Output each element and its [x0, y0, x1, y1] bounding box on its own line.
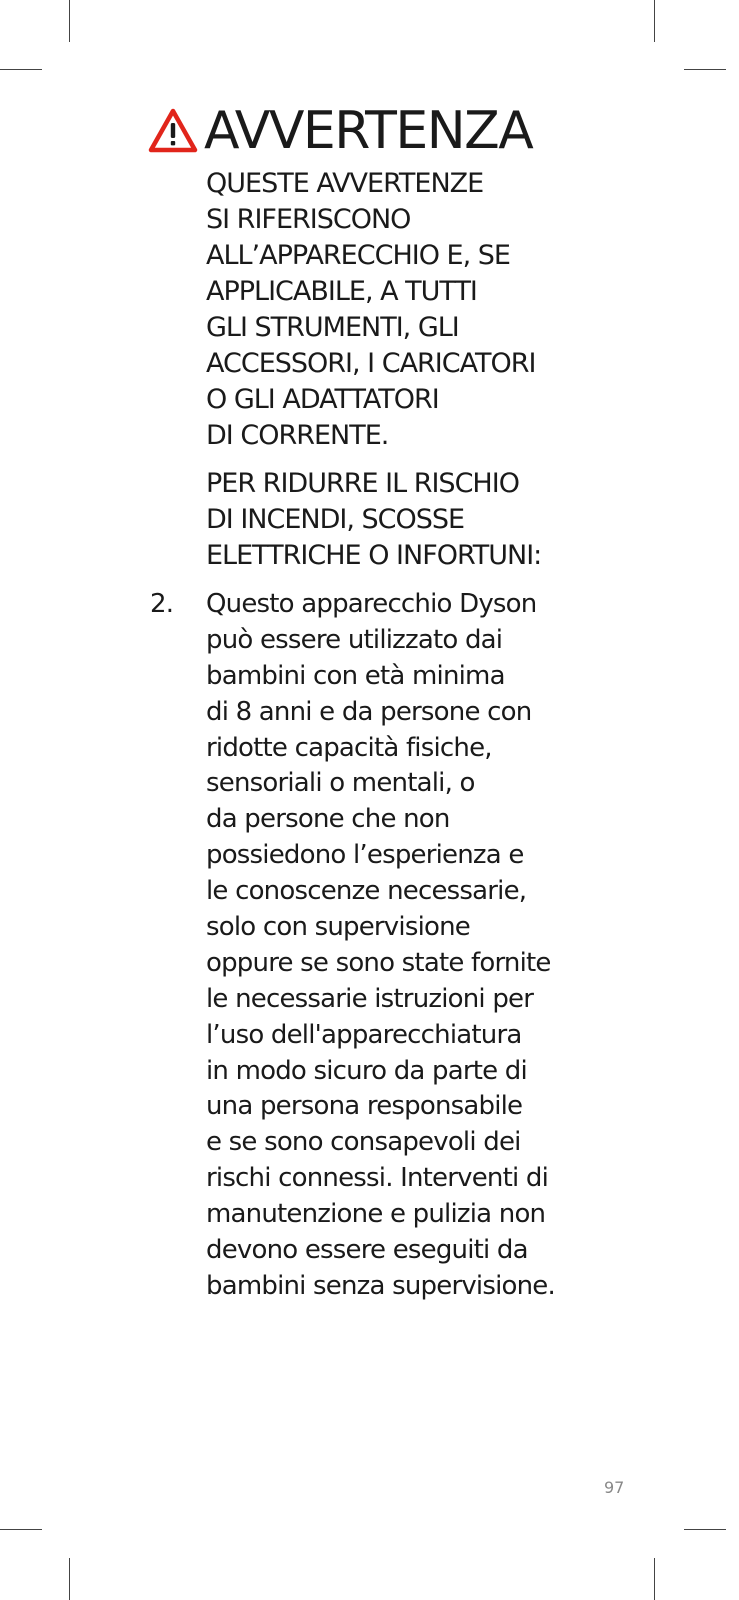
notice-line: GLI STRUMENTI, GLI [206, 312, 459, 343]
item-line: possiedono l’esperienza e [206, 840, 524, 871]
crop-mark [654, 1558, 655, 1600]
item-line: solo con supervisione [206, 912, 470, 943]
notice-line: ACCESSORI, I CARICATORI [206, 348, 536, 379]
item-line: bambini senza supervisione. [206, 1270, 555, 1301]
notice-line: O GLI ADATTATORI [206, 384, 439, 415]
notice-line: DI CORRENTE. [206, 420, 389, 451]
crop-mark [654, 0, 655, 42]
item-line: le conoscenze necessarie, [206, 876, 527, 907]
item-line: Questo apparecchio Dyson [206, 589, 537, 619]
risk-line: ELETTRICHE O INFORTUNI: [206, 540, 542, 571]
item-line: sensoriali o mentali, o [206, 768, 475, 799]
item-line: rischi connessi. Interventi di [206, 1163, 549, 1194]
crop-mark [0, 69, 42, 70]
notice-text [206, 166, 686, 454]
item-line: una persona responsabile [206, 1091, 523, 1122]
item-text [206, 586, 555, 1304]
risk-text [206, 466, 686, 574]
warning-header [148, 100, 532, 162]
warning-title: AVVERTENZA [204, 101, 533, 161]
notice-line: ALL’APPARECCHIO E, SE [206, 240, 510, 271]
item-line: da persone che non [206, 804, 450, 835]
crop-mark [69, 0, 70, 42]
item-line: di 8 anni e da persone con [206, 696, 532, 727]
item-line: manutenzione e pulizia non [206, 1199, 546, 1230]
notice-line: SI RIFERISCONO [206, 204, 411, 235]
item-line: oppure se sono state fornite [206, 947, 551, 978]
page-number: 97 [604, 1478, 625, 1497]
crop-mark [684, 69, 726, 70]
item-line: bambini con età minima [206, 660, 505, 691]
item-line: e se sono consapevoli dei [206, 1127, 521, 1158]
item-line: le necessarie istruzioni per [206, 983, 534, 1014]
item-line: può essere utilizzato dai [206, 624, 503, 655]
notice-line: APPLICABILE, A TUTTI [206, 276, 477, 307]
crop-mark [69, 1558, 70, 1600]
crop-mark [0, 1529, 42, 1530]
notice-line: QUESTE AVVERTENZE [206, 168, 484, 199]
item-line: ridotte capacità fisiche, [206, 732, 492, 763]
item-line: devono essere eseguiti da [206, 1235, 528, 1266]
risk-line: DI INCENDI, SCOSSE [206, 504, 465, 535]
item-line: in modo sicuro da parte di [206, 1055, 527, 1086]
warning-triangle-icon [148, 108, 198, 154]
risk-line: PER RIDURRE IL RISCHIO [206, 468, 519, 499]
item-number: 2. [150, 589, 174, 619]
crop-mark [684, 1529, 726, 1530]
item-line: l’uso dell'apparecchiatura [206, 1019, 522, 1050]
